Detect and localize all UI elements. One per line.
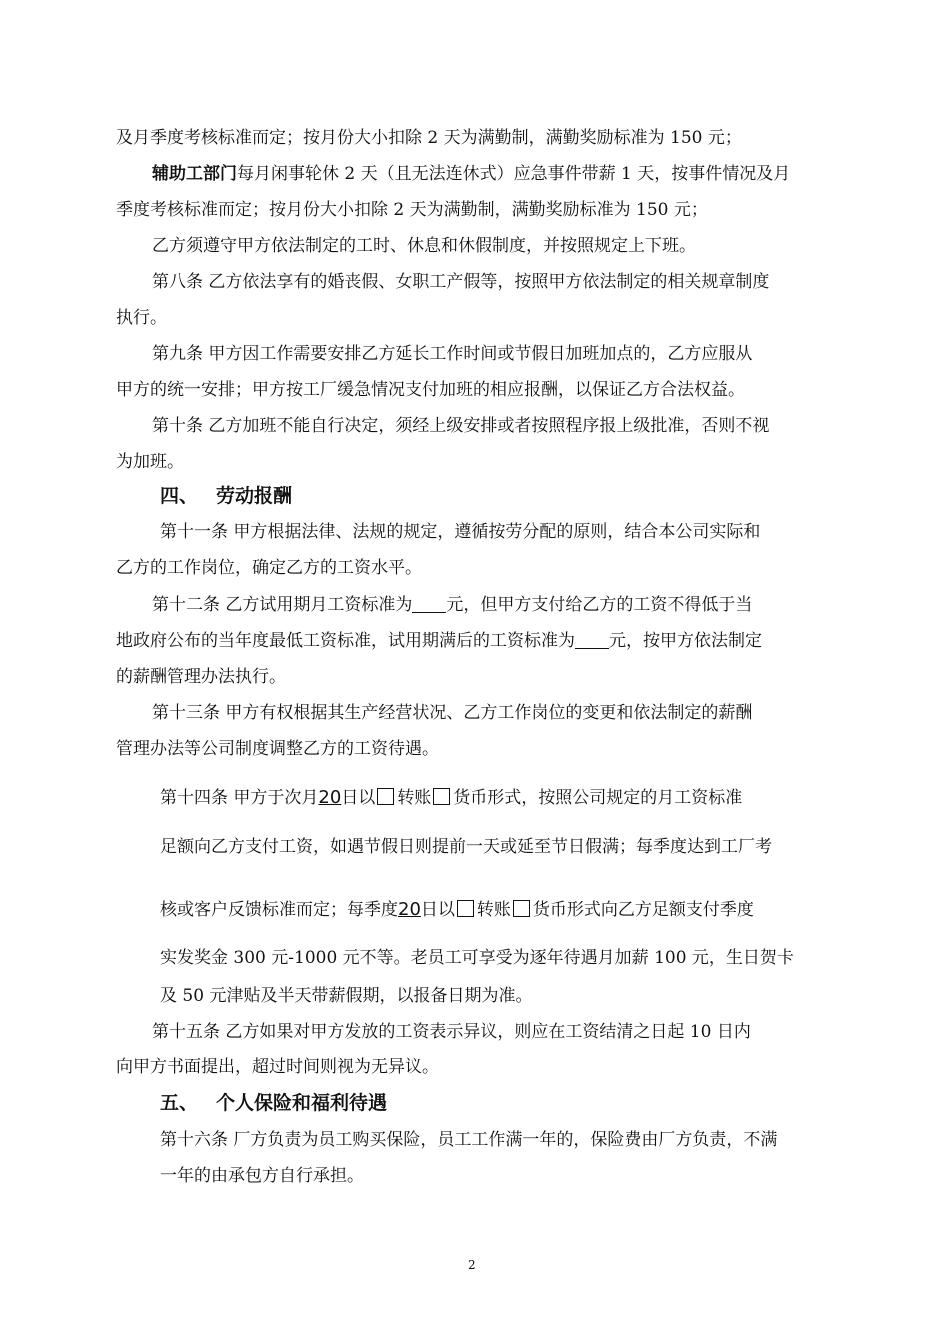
department-label: 辅助工部门 xyxy=(152,164,237,184)
text-line xyxy=(152,162,790,186)
pay-day: 20 xyxy=(318,787,342,808)
checkbox xyxy=(513,900,530,917)
text-line: 第十三条 甲方有权根据其生产经营状况、乙方工作岗位的变更和依法制定的薪酬 xyxy=(152,703,753,723)
text-line xyxy=(160,786,742,810)
text-line: 一年的由承包方自行承担。 xyxy=(160,1166,364,1186)
page-number: 2 xyxy=(468,1258,476,1272)
text-line: 第十条 乙方加班不能自行决定，须经上级安排或者按照程序报上级批准，否则不视 xyxy=(152,416,770,436)
text-line xyxy=(160,898,754,922)
text-line: 季度考核标准而定；按月份大小扣除 2 天为满勤制，满勤奖励标准为 150 元； xyxy=(116,200,708,220)
text-span: 日以 xyxy=(341,788,376,808)
text-line: 第九条 甲方因工作需要安排乙方延长工作时间或节假日加班加点的，乙方应服从 xyxy=(152,344,753,364)
section-heading xyxy=(160,1091,387,1115)
text-span: 地政府公布的当年度最低工资标准，试用期满后的工资标准为 xyxy=(116,631,575,651)
checkbox xyxy=(377,788,394,805)
text-span: 日以 xyxy=(420,900,455,920)
blank-field xyxy=(575,630,609,649)
text-line xyxy=(116,629,762,653)
text-span: 第十四条 甲方于次月 xyxy=(160,788,319,808)
text-line: 及 50 元津贴及半天带薪假期，以报备日期为准。 xyxy=(160,986,533,1006)
text-line: 执行。 xyxy=(116,308,167,328)
section-number: 四、 xyxy=(160,485,199,507)
text-line: 第十五条 乙方如果对甲方发放的工资表示异议，则应在工资结清之日起 10 日内 xyxy=(152,1022,751,1042)
text-line: 为加班。 xyxy=(116,452,184,472)
text-span: 货币形式向乙方足额支付季度 xyxy=(532,900,754,920)
text-line: 的薪酬管理办法执行。 xyxy=(116,667,286,687)
section-title: 劳动报酬 xyxy=(216,485,293,507)
text-line: 管理办法等公司制度调整乙方的工资待遇。 xyxy=(116,739,439,759)
text-span: 第十二条 乙方试用期月工资标准为 xyxy=(152,595,413,615)
checkbox xyxy=(433,788,450,805)
text-line: 足额向乙方支付工资，如遇节假日则提前一天或延至节日假满；每季度达到工厂考 xyxy=(160,837,772,857)
text-line xyxy=(152,593,752,617)
text-span: 核或客户反馈标准而定；每季度 xyxy=(160,900,398,920)
text-line: 向甲方书面提出，超过时间则视为无异议。 xyxy=(116,1057,439,1077)
text-line: 第十六条 厂方负责为员工购买保险，员工工作满一年的，保险费由厂方负责，不满 xyxy=(160,1130,778,1150)
text-line: 及月季度考核标准而定；按月份大小扣除 2 天为满勤制，满勤奖励标准为 150 元； xyxy=(116,128,742,148)
checkbox xyxy=(457,900,474,917)
section-number: 五、 xyxy=(160,1092,199,1114)
text-line: 乙方须遵守甲方依法制定的工时、休息和休假制度，并按照规定上下班。 xyxy=(152,236,696,256)
text-line: 第十一条 甲方根据法律、法规的规定，遵循按劳分配的原则，结合本公司实际和 xyxy=(160,522,761,542)
text-line: 甲方的统一安排；甲方按工厂缓急情况支付加班的相应报酬，以保证乙方合法权益。 xyxy=(116,380,745,400)
text-span: 货币形式，按照公司规定的月工资标准 xyxy=(453,788,743,808)
section-title: 个人保险和福利待遇 xyxy=(216,1092,388,1114)
option-label: 转账 xyxy=(476,900,511,920)
bonus-day: 20 xyxy=(398,899,421,920)
text-line: 第八条 乙方依法享有的婚丧假、女职工产假等，按照甲方依法制定的相关规章制度 xyxy=(152,272,770,292)
text-span: 每月闲事轮休 2 天（且无法连休式）应急事件带薪 1 天，按事件情况及月 xyxy=(237,164,791,184)
option-label: 转账 xyxy=(397,788,432,808)
text-span: 元，但甲方支付给乙方的工资不得低于当 xyxy=(446,595,753,615)
blank-field xyxy=(412,594,446,613)
text-line: 实发奖金 300 元-1000 元不等。老员工可享受为逐年待遇月加薪 100 元，生日贺卡 xyxy=(160,948,794,968)
section-heading xyxy=(160,484,292,508)
text-line: 乙方的工作岗位，确定乙方的工资水平。 xyxy=(116,558,422,578)
text-span: 元，按甲方依法制定 xyxy=(609,631,762,651)
